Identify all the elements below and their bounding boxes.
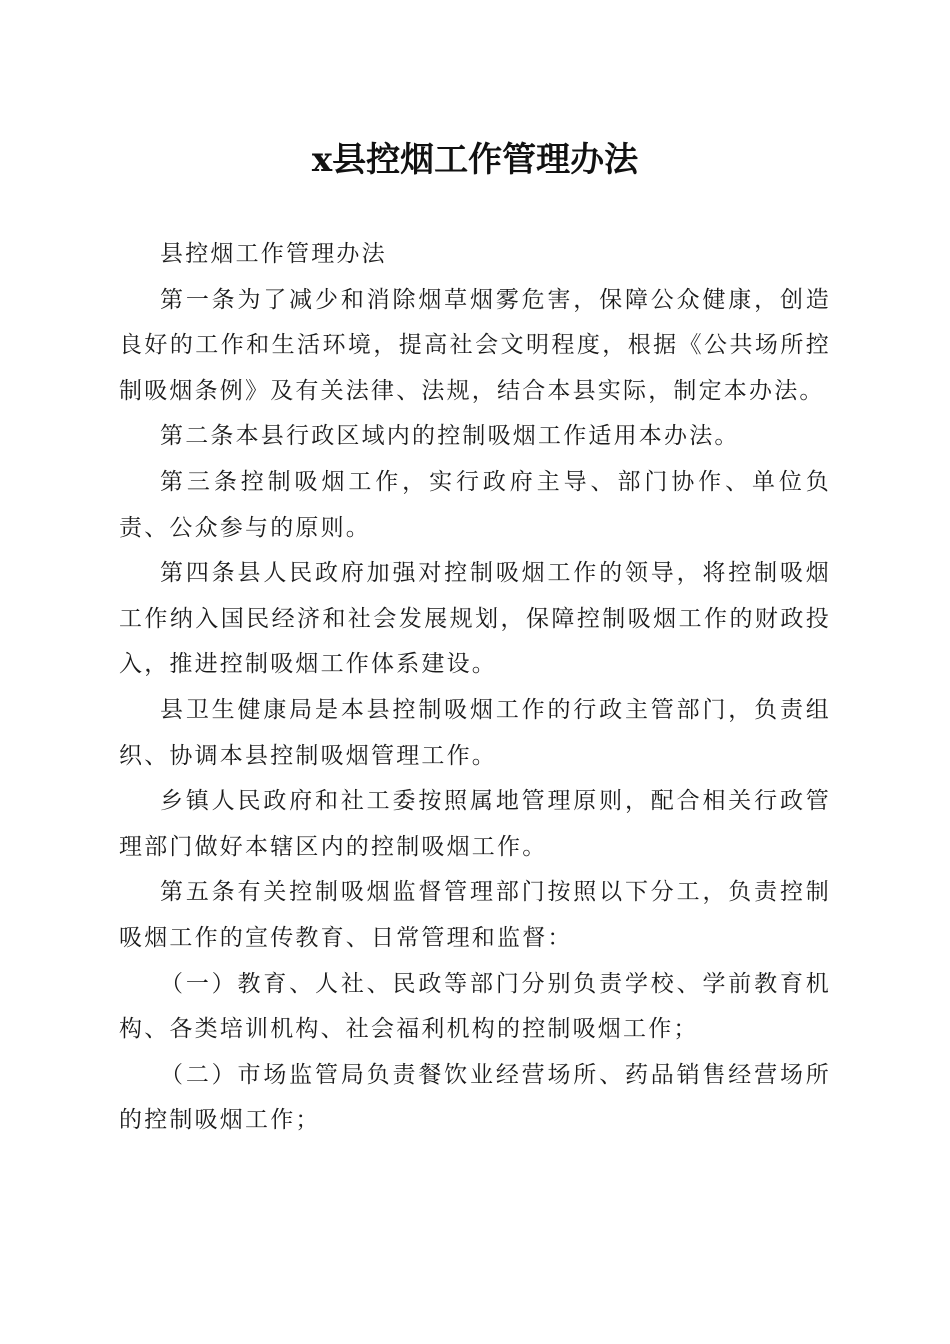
paragraph-article-3: 第三条控制吸烟工作，实行政府主导、部门协作、单位负责、公众参与的原则。 (119, 468, 831, 541)
paragraph-article-4-townships: 乡镇人民政府和社工委按照属地管理原则，配合相关行政管理部门做好本辖区内的控制吸烟工作。 (119, 788, 831, 860)
paragraph-article-1: 第一条为了减少和消除烟草烟雾危害，保障公众健康，创造良好的工作和生活环境，提高社会文明程度，根据《公共场所控制吸烟条例》及有关法律、法规，结合本县实际，制定本办法。 (119, 286, 831, 404)
paragraph-subtitle: 县控烟工作管理办法 (160, 241, 387, 267)
paragraph-article-4: 第四条县人民政府加强对控制吸烟工作的领导，将控制吸烟工作纳入国民经济和社会发展规划，保障控制吸烟工作的财政投入，推进控制吸烟工作体系建设。 (119, 560, 831, 678)
document-title: x县控烟工作管理办法 (311, 140, 639, 180)
paragraph-article-5-item-1: （一）教育、人社、民政等部门分别负责学校、学前教育机构、各类培训机构、社会福利机构的控制吸烟工作； (119, 970, 831, 1043)
paragraph-article-5-item-2: （二）市场监管局负责餐饮业经营场所、药品销售经营场所的控制吸烟工作； (119, 1061, 831, 1134)
paragraph-article-5: 第五条有关控制吸烟监督管理部门按照以下分工，负责控制吸烟工作的宣传教育、日常管理和监督： (119, 879, 831, 951)
document-body (119, 232, 831, 1144)
paragraph-article-4-health-bureau: 县卫生健康局是本县控制吸烟工作的行政主管部门，负责组织、协调本县控制吸烟管理工作。 (119, 696, 831, 769)
paragraph-article-2: 第二条本县行政区域内的控制吸烟工作适用本办法。 (160, 423, 740, 450)
